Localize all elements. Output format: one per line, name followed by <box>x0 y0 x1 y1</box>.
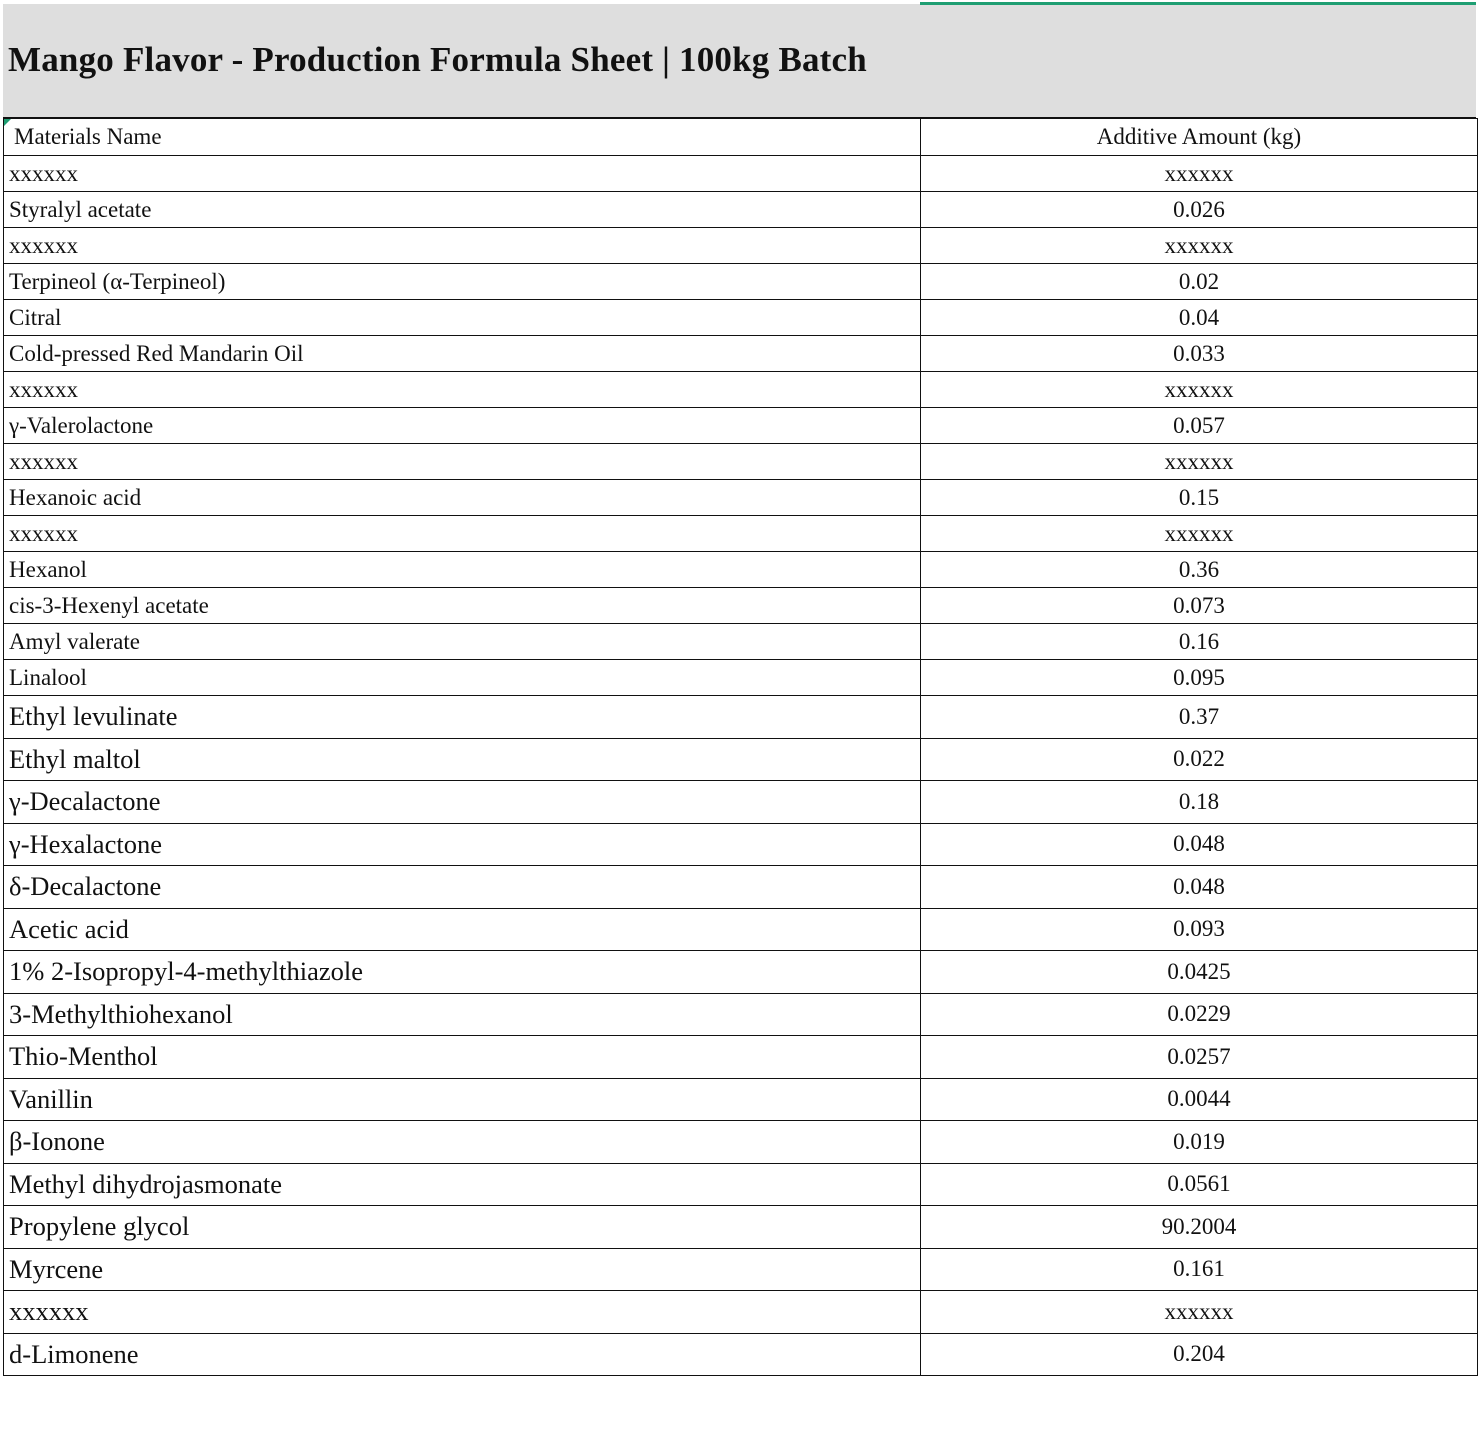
material-name-cell[interactable]: Vanillin <box>4 1078 921 1121</box>
table-row <box>4 823 1478 866</box>
selection-indicator <box>920 2 1476 5</box>
material-name-cell[interactable]: xxxxxx <box>4 156 921 192</box>
additive-amount-cell[interactable]: 0.0561 <box>921 1163 1478 1206</box>
additive-amount-cell[interactable]: 0.095 <box>921 660 1478 696</box>
material-name-cell[interactable]: Methyl dihydrojasmonate <box>4 1163 921 1206</box>
table-row <box>4 372 1478 408</box>
table-row <box>4 192 1478 228</box>
additive-amount-cell[interactable]: xxxxxx <box>921 516 1478 552</box>
formula-table <box>3 118 1478 1376</box>
table-row <box>4 1291 1478 1334</box>
table-row <box>4 1036 1478 1079</box>
material-name-cell[interactable]: Propylene glycol <box>4 1206 921 1249</box>
sheet-title: Mango Flavor - Production Formula Sheet | 100kg Batch <box>8 40 867 79</box>
material-name-cell[interactable]: δ-Decalactone <box>4 866 921 909</box>
additive-amount-cell[interactable]: 0.033 <box>921 336 1478 372</box>
header-materials-name-cell[interactable] <box>4 119 921 156</box>
table-row <box>4 228 1478 264</box>
table-row <box>4 1206 1478 1249</box>
additive-amount-cell[interactable]: 0.048 <box>921 823 1478 866</box>
additive-amount-cell[interactable]: 0.0229 <box>921 993 1478 1036</box>
header-additive-amount-label: Additive Amount (kg) <box>1096 124 1302 149</box>
table-row <box>4 264 1478 300</box>
table-row <box>4 624 1478 660</box>
table-row <box>4 552 1478 588</box>
additive-amount-cell[interactable]: 0.204 <box>921 1333 1478 1376</box>
material-name-cell[interactable]: d-Limonene <box>4 1333 921 1376</box>
material-name-cell[interactable]: Styralyl acetate <box>4 192 921 228</box>
table-row <box>4 1078 1478 1121</box>
material-name-cell[interactable]: Acetic acid <box>4 908 921 951</box>
additive-amount-cell[interactable]: 0.019 <box>921 1121 1478 1164</box>
material-name-cell[interactable]: xxxxxx <box>4 516 921 552</box>
additive-amount-cell[interactable]: 0.093 <box>921 908 1478 951</box>
additive-amount-cell[interactable]: 0.04 <box>921 300 1478 336</box>
material-name-cell[interactable]: Linalool <box>4 660 921 696</box>
table-row <box>4 1248 1478 1291</box>
material-name-cell[interactable]: 3-Methylthiohexanol <box>4 993 921 1036</box>
material-name-cell[interactable]: γ-Valerolactone <box>4 408 921 444</box>
additive-amount-cell[interactable]: xxxxxx <box>921 444 1478 480</box>
table-row <box>4 696 1478 739</box>
table-row <box>4 660 1478 696</box>
table-row <box>4 908 1478 951</box>
material-name-cell[interactable]: xxxxxx <box>4 444 921 480</box>
table-row <box>4 1333 1478 1376</box>
table-row <box>4 480 1478 516</box>
material-name-cell[interactable]: 1% 2-Isopropyl-4-methylthiazole <box>4 951 921 994</box>
additive-amount-cell[interactable]: 0.36 <box>921 552 1478 588</box>
material-name-cell[interactable]: Thio-Menthol <box>4 1036 921 1079</box>
additive-amount-cell[interactable]: 0.15 <box>921 480 1478 516</box>
additive-amount-cell[interactable]: xxxxxx <box>921 1291 1478 1334</box>
cell-comment-marker <box>4 119 11 126</box>
additive-amount-cell[interactable]: 0.073 <box>921 588 1478 624</box>
table-row <box>4 300 1478 336</box>
material-name-cell[interactable]: γ-Hexalactone <box>4 823 921 866</box>
additive-amount-cell[interactable]: xxxxxx <box>921 372 1478 408</box>
additive-amount-cell[interactable]: 0.16 <box>921 624 1478 660</box>
material-name-cell[interactable]: Amyl valerate <box>4 624 921 660</box>
additive-amount-cell[interactable]: 0.0044 <box>921 1078 1478 1121</box>
table-row <box>4 156 1478 192</box>
table-row <box>4 336 1478 372</box>
material-name-cell[interactable]: xxxxxx <box>4 1291 921 1334</box>
material-name-cell[interactable]: β-Ionone <box>4 1121 921 1164</box>
material-name-cell[interactable]: Hexanol <box>4 552 921 588</box>
table-row <box>4 866 1478 909</box>
table-row <box>4 738 1478 781</box>
material-name-cell[interactable]: cis-3-Hexenyl acetate <box>4 588 921 624</box>
additive-amount-cell[interactable]: 90.2004 <box>921 1206 1478 1249</box>
additive-amount-cell[interactable]: 0.057 <box>921 408 1478 444</box>
additive-amount-cell[interactable]: 0.026 <box>921 192 1478 228</box>
material-name-cell[interactable]: Ethyl maltol <box>4 738 921 781</box>
material-name-cell[interactable]: xxxxxx <box>4 372 921 408</box>
table-row <box>4 444 1478 480</box>
table-row <box>4 1163 1478 1206</box>
title-band[interactable] <box>3 4 1476 119</box>
additive-amount-cell[interactable]: 0.161 <box>921 1248 1478 1291</box>
header-additive-amount-cell[interactable] <box>921 119 1478 156</box>
material-name-cell[interactable]: Hexanoic acid <box>4 480 921 516</box>
material-name-cell[interactable]: Ethyl levulinate <box>4 696 921 739</box>
table-row <box>4 993 1478 1036</box>
additive-amount-cell[interactable]: 0.37 <box>921 696 1478 739</box>
material-name-cell[interactable]: Cold-pressed Red Mandarin Oil <box>4 336 921 372</box>
table-row <box>4 408 1478 444</box>
additive-amount-cell[interactable]: 0.0257 <box>921 1036 1478 1079</box>
table-row <box>4 951 1478 994</box>
additive-amount-cell[interactable]: 0.0425 <box>921 951 1478 994</box>
header-materials-name-label: Materials Name <box>14 124 162 149</box>
additive-amount-cell[interactable]: 0.02 <box>921 264 1478 300</box>
material-name-cell[interactable]: Citral <box>4 300 921 336</box>
additive-amount-cell[interactable]: 0.18 <box>921 781 1478 824</box>
material-name-cell[interactable]: Terpineol (α-Terpineol) <box>4 264 921 300</box>
material-name-cell[interactable]: γ-Decalactone <box>4 781 921 824</box>
additive-amount-cell[interactable]: 0.048 <box>921 866 1478 909</box>
additive-amount-cell[interactable]: 0.022 <box>921 738 1478 781</box>
header-row <box>4 119 1478 156</box>
material-name-cell[interactable]: xxxxxx <box>4 228 921 264</box>
table-row <box>4 1121 1478 1164</box>
table-row <box>4 781 1478 824</box>
additive-amount-cell[interactable]: xxxxxx <box>921 156 1478 192</box>
material-name-cell[interactable]: Myrcene <box>4 1248 921 1291</box>
table-row <box>4 516 1478 552</box>
table-row <box>4 588 1478 624</box>
additive-amount-cell[interactable]: xxxxxx <box>921 228 1478 264</box>
